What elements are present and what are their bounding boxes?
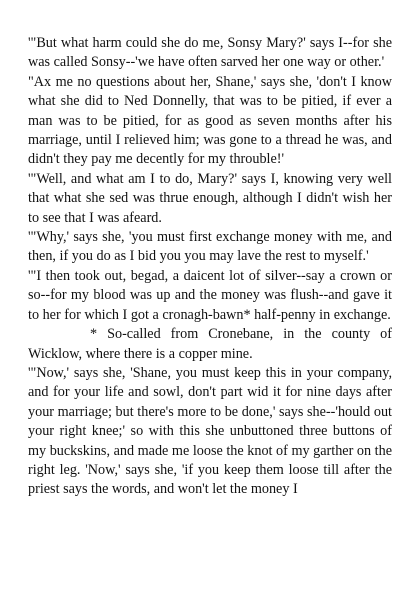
- paragraph-3: '"Well, and what am I to do, Mary?' says I, knowing very well that what she sed was thrue enough, although I didn't wish her to see that I was afeard.: [28, 170, 392, 226]
- paragraph-6: '"Now,' says she, 'Shane, you must keep this in your company, and for your life and sowl, don't part wid it for nine days after your marriage; but there's more to be done,' says she--'hould out your right knee;' so with this she unbuttoned three buttons of my buckskins, and made me loose the knot of my garther on the right leg. 'Now,' says she, 'if you keep them loose till after the priest says the words, and won't let the money I: [28, 364, 392, 498]
- paragraph-5: '"I then took out, begad, a daicent lot of silver--say a crown or so--for my blood was up and the money was flush--and gave it to her for which I got a cronagh-bawn* half-penny in exchange.: [28, 267, 392, 323]
- paragraph-4: '"Why,' says she, 'you must first exchange money with me, and then, if you do as I bid you you may lave the rest to myself.': [28, 229, 392, 265]
- paragraph-1: '"But what harm could she do me, Sonsy Mary?' says I--for she was called Sonsy--'we have often sarved her one way or other.': [28, 35, 392, 71]
- paragraph-2: "Ax me no questions about her, Shane,' says she, 'don't I know what she did to Ned Donnelly, that was to be pitied, if ever a man was to be pitied, for as good as seven months after his marriage, until I relieved him; was gone to a thread he was, and didn't they pay me decently for my throuble!': [28, 73, 392, 168]
- footnote: * So-called from Cronebane, in the county of Wicklow, where there is a copper mine.: [28, 326, 392, 362]
- page-text: [28, 34, 392, 500]
